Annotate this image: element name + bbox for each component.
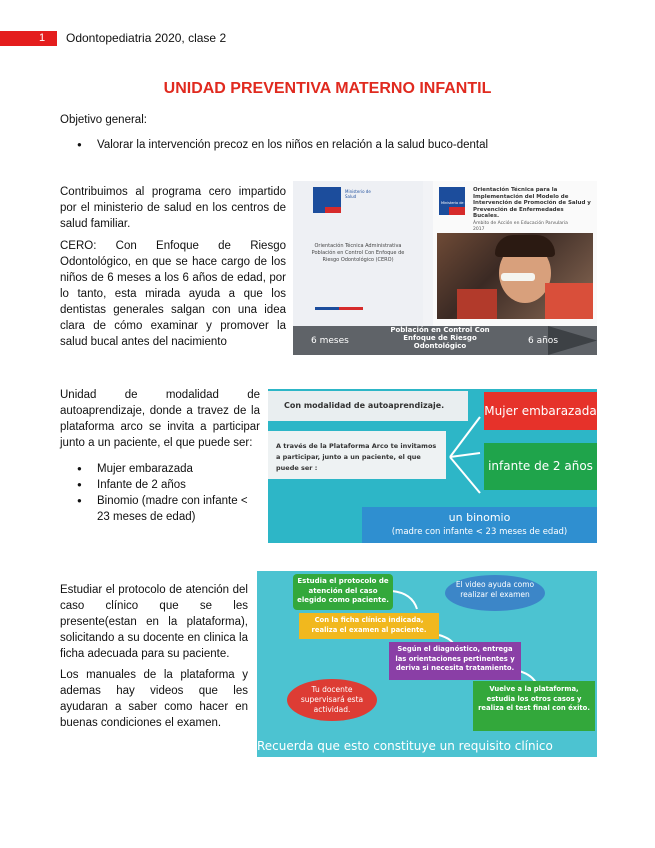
patient-type-list bbox=[75, 461, 259, 525]
patient-type-item: ● Binomio (madre con infante < 23 meses de edad) bbox=[75, 493, 259, 525]
step-clinical-exam: Con la ficha clínica indicada, realiza el examen al paciente. bbox=[299, 613, 439, 639]
header-title: Odontopediatria 2020, clase 2 bbox=[66, 31, 227, 45]
self-learning-box: Con modalidad de autoaprendizaje. bbox=[268, 391, 468, 421]
objective-list bbox=[75, 137, 555, 153]
arco-platform-image bbox=[268, 389, 597, 543]
doc2-subtitle: Ámbito de Acción en Educación Parvularia 2017 bbox=[473, 221, 568, 232]
arrow-end-label: 6 años bbox=[528, 336, 559, 346]
option-pregnant: Mujer embarazada bbox=[484, 392, 597, 430]
promotion-document-cover bbox=[433, 181, 597, 326]
arrow-center-label: Población en Control Con Enfoque de Riesgo Odontológico bbox=[390, 326, 490, 350]
step-diagnosis: Según el diagnóstico, entrega las orientaciones pertinentes y deriva si necesita tratamiento. bbox=[389, 642, 521, 680]
clinical-protocol-image bbox=[257, 571, 597, 757]
option-binomial-detail: (madre con infante < 23 meses de edad) bbox=[391, 527, 568, 537]
option-binomial bbox=[362, 507, 597, 543]
child-photo bbox=[437, 233, 593, 319]
cero-program-image bbox=[293, 181, 597, 355]
section3-paragraph-2: Los manuales de la plataforma y ademas hay videos que les ayudaran a saber como hacer en buenas condiciones el examen. bbox=[60, 669, 248, 729]
connector-arrows bbox=[446, 409, 486, 499]
section1-paragraph-2: CERO: Con Enfoque de Riesgo Odontológico, en que se hace cargo de los niños de 6 meses a los 6 años de edad, por lo tanto, esta mirada ayuda a que los dentistas generales salgan con una idea clara de cómo examinar y promover la salud bucal antes del nacimiento bbox=[60, 240, 286, 348]
section1-paragraph-1: Contribuimos al programa cero impartido por el ministerio de salud en los centros de salud familiar. bbox=[60, 186, 286, 230]
option-infant: infante de 2 años bbox=[484, 443, 597, 490]
patient-type-item: ● Mujer embarazada bbox=[75, 461, 259, 477]
document-title: UNIDAD PREVENTIVA MATERNO INFANTIL bbox=[163, 80, 492, 97]
section3-paragraph-1: Estudiar el protocolo de atención del caso clínico que se les presente(estan en la plataforma), solicitando a su docente en clinica la ficha adecuada para su paciente. bbox=[60, 584, 248, 660]
patient-type-item: ● Infante de 2 años bbox=[75, 477, 259, 493]
section2-paragraph: Unidad de modalidad de autoaprendizaje, donde a travez de la plataforma arco se invita a participar junto a un paciente, el que puede ser: bbox=[60, 389, 260, 449]
page-number: 1 bbox=[38, 32, 46, 44]
cero-document-cover bbox=[293, 181, 423, 326]
option-binomial-title: un binomio bbox=[448, 511, 511, 524]
doc1-title: Orientación Técnica Administrativa Población en Control Con Enfoque de Riesgo Odontológico (CERO) bbox=[311, 243, 405, 263]
arrow-start-label: 6 meses bbox=[311, 336, 349, 346]
video-hint-bubble: El video ayuda como realizar el examen bbox=[445, 575, 545, 611]
invitation-box: A través de la Plataforma Arco te invitamos a participar, junto a un paciente, el que puede ser : bbox=[268, 431, 446, 479]
objective-item: ● Valorar la intervención precoz en los niños en relación a la salud buco-dental bbox=[75, 137, 555, 153]
doc2-title: Orientación Técnica para la Implementación del Modelo de Intervención de Promoción de Salud y Prevención de Enfermedades Bucales. bbox=[473, 187, 591, 219]
teacher-supervision-bubble: Tu docente supervisará esta actividad. bbox=[287, 679, 377, 721]
step-final-test: Vuelve a la plataforma, estudia los otros casos y realiza el test final con éxito. bbox=[473, 681, 595, 731]
step-study-protocol: Estudia el protocolo de atención del caso elegido como paciente. bbox=[293, 574, 393, 610]
doc1-logo-text: Ministerio de Salud bbox=[345, 189, 371, 199]
page-number-badge bbox=[0, 31, 57, 46]
doc2-logo-text: Ministerio de Salud bbox=[441, 201, 475, 205]
requirement-footer: Recuerda que esto constituye un requisito clínico bbox=[257, 739, 553, 753]
government-logo-icon bbox=[313, 187, 341, 213]
objective-label: Objetivo general: bbox=[60, 114, 147, 126]
